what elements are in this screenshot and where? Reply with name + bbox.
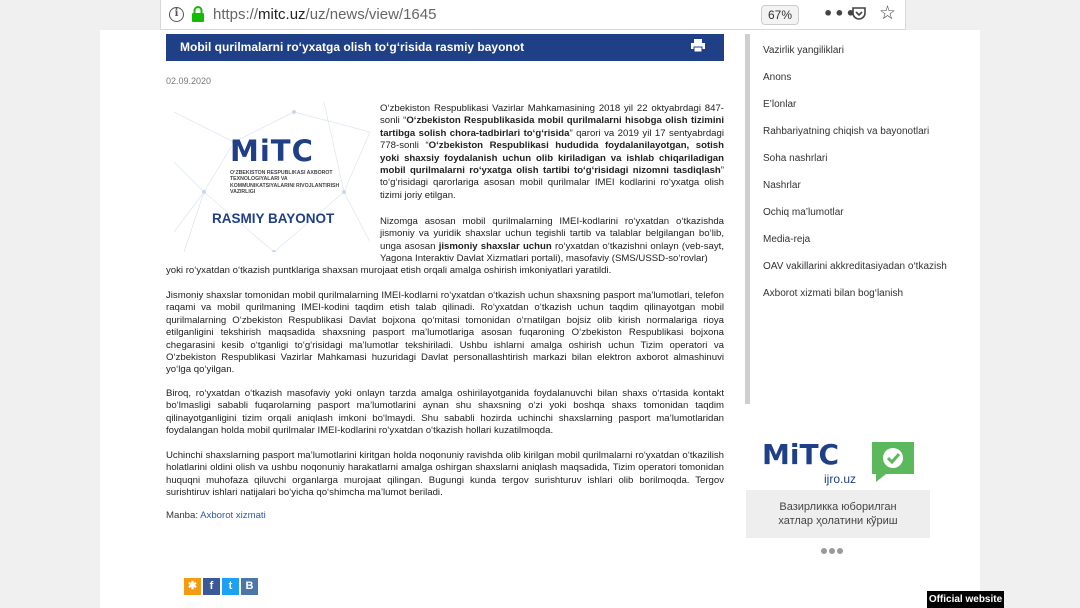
info-icon[interactable]: i	[169, 7, 184, 22]
sidebar-item-open-data[interactable]: Ochiq ma’lumotlar	[763, 207, 844, 218]
page-actions-menu-icon[interactable]: •••	[823, 4, 857, 23]
article-paragraph-5: Uchinchi shaxslarning pasport ma’lumotlarini kiritgan holda noqonuniy ravishda olib kirilgan mobil qurilmalarni ro‘yxatdan o‘tkazilish holatlarini oldini olish va ushbu noqonuniy harakatlarni amalga oshirgan shaxslarni aniqlash maqsadida, Tizim operatori tomonidan huquqni muhofaza qiluvchi organlarga murojaat qilingan. Bugungi kunda tergov surishturuv ishlari olib borilmoqda. Tergov surishtiruv ishlari natijalari bo‘yicha qo‘shimcha ma’lumot beriladi.	[166, 450, 724, 499]
carousel-dot[interactable]	[821, 548, 827, 554]
web-page	[100, 30, 980, 608]
article-paragraph-1: O‘zbekiston Respublikasi Vazirlar Mahkamasining 2018 yil 22 oktyabrdagi 847-sonli “O‘zbekiston Respublikasida mobil qurilmalarni hisobga olish tizimini tartibga solish chora-tadbirlari to‘g‘risida” qarori va 2019 yil 17 sentyabrdagi 778-sonli “O‘zbekiston Respublikasi hududida foydalanilayotgan, sotish yoki shaxsiy foydalanish uchun olib kiriladigan va ishlab chiqariladigan mobil qurilmalarni ro‘yxatga olish tartibi to‘g‘risidagi nizomni tasdiqlash” to‘g‘risidagi qarorlariga asosan mobil qurilmalar IMEI kodlarini ro‘yxatga olish tizimi joriy etilgan.	[380, 103, 725, 201]
content-scrollbar-thumb[interactable]	[745, 34, 750, 404]
article-paragraph-3: Jismoniy shaxslar tomonidan mobil qurilmalarning IMEI-kodlarni ro‘yxatdan o‘tkazish uchun shaxsning pasport ma’lumotlari, telefon raqami va mobil qurilmaning IMEI-kodini taqdim etish talab qilinadi. Ro‘yxatdan o‘tkazish uchun taqdim qilinayotgan mobil qurilmalarning O‘zbekiston Respublikasi Davlat bojxona qo‘mitasi tomonidan o‘rnatilgan bojsiz olib kirish normalariga rioya etilganligini tekshirish maqsadida shaxsning pasport ma’lumotlariga asosan fuqaroning O‘zbekiston Respublikasi bojxona chegarasini kesib o‘tganligi to‘g‘risidagi ma’lumotlar tekshiriladi. Ushbu ishlarni amalga oshirish uchun Tizim operatori va O‘zbekiston Respublikasi Vazirlar Mahkamasi huzuridagi Davlat personallashtirish markazi bilan elektron axborot almashinuvi yo‘lga qo‘yilgan.	[166, 290, 724, 376]
sidebar-item-publications[interactable]: Nashrlar	[763, 180, 801, 191]
sidebar-menu	[763, 44, 953, 314]
share-facebook-icon[interactable]: f	[203, 578, 220, 595]
sidebar-item-industry-publications[interactable]: Soha nashrlari	[763, 153, 828, 164]
article-image	[174, 102, 370, 252]
article-paragraph-4: Biroq, ro‘yxatdan o‘tkazish masofaviy yoki onlayn tarzda amalga oshirilayotganida foydalanuvchi bilan shaxs o‘rtasida kontakt bo‘lmasligi sababli fuqarolarning pasport ma’lumotlarini aynan shu shaxsning o‘zi yoki boshqa shaxs tomonidan taqdim qilinayotganligini tizim orqali aniqlash imkoni bo‘lmaydi. Shu sababli hozirda uchinchi shaxslarning pasport ma’lumotlaridan foydalangan holda mobil qurilmalar IMEI-kodlarini ro‘yxatdan o‘tkazish hollari kuzatilmoqda.	[166, 388, 724, 437]
share-odnoklassniki-icon[interactable]: ✱	[184, 578, 201, 595]
ministry-name: O‘ZBEKISTON RESPUBLIKASI AXBOROT TEXNOLOGIYALARI VA KOMMUNIKATSIYALARINI RIVOJLANTIRISH VAZIRLIGI	[230, 170, 340, 196]
sidebar-item-media-plan[interactable]: Media-reja	[763, 234, 811, 245]
share-vk-icon[interactable]: B	[241, 578, 258, 595]
carousel-dot[interactable]	[837, 548, 843, 554]
sidebar-item-ministry-news[interactable]: Vazirlik yangiliklari	[763, 45, 844, 56]
sidebar-item-announcements[interactable]: Anons	[763, 72, 792, 83]
pocket-icon[interactable]	[851, 6, 867, 22]
article-paragraph-2-continued: yoki ro‘yxatdan o‘tkazish puntklariga shaxsan murojaat etish orqali amalga oshirish imkoniyatlari yaratildi.	[166, 265, 612, 276]
promo-carousel-dots	[821, 548, 843, 554]
source-link[interactable]: Axborot xizmati	[200, 510, 266, 521]
sidebar-item-press-contact[interactable]: Axborot xizmati bilan bog‘lanish	[763, 288, 904, 299]
lock-icon	[191, 6, 205, 23]
zoom-level[interactable]: 67%	[761, 5, 799, 25]
share-buttons	[184, 578, 258, 596]
share-twitter-icon[interactable]: t	[222, 578, 239, 595]
promo-mitc-logo: MiTC	[762, 438, 840, 471]
promo-caption-line-2: хатлар ҳолатини кўриш	[778, 515, 898, 527]
article-title: Mobil qurilmalarni ro‘yxatga olish to‘g‘risida rasmiy bayonot	[180, 40, 525, 54]
promo-site-name: ijro.uz	[824, 472, 857, 486]
sidebar-item-notices[interactable]: E’lonlar	[763, 99, 797, 110]
carousel-dot[interactable]	[829, 548, 835, 554]
mitc-logo: MiTC	[230, 134, 314, 168]
official-statement-label: RASMIY BAYONOT	[212, 211, 335, 226]
check-bubble-icon	[870, 440, 916, 482]
article-source	[166, 510, 266, 521]
print-icon[interactable]	[691, 39, 705, 52]
browser-url-bar	[160, 0, 906, 30]
sidebar-item-leadership-statements[interactable]: Rahbariyatning chiqish va bayonotlari	[763, 126, 930, 137]
article-title-bar	[166, 34, 724, 61]
sidebar-item-media-accreditation[interactable]: OAV vakillarini akkreditasiyadan o‘tkazish	[763, 261, 947, 272]
promo-caption-line-1: Вазирликка юборилган	[779, 501, 897, 513]
article-paragraph-2: Nizomga asosan mobil qurilmalarning IMEI-kodlarini ro‘yxatdan o‘tkazishda jismoniy va yuridik shaxslar uchun tegishli tartib va talablar belgilangan bo‘lib, unga asosan jismoniy shaxslar uchun ro‘yxatdan o‘tkazishni onlayn (veb-sayt, Yagona Interaktiv Davlat Xizmatlari portali), masofaviy (SMS/USSD-so‘rovlar)	[380, 216, 724, 265]
promo-caption	[746, 490, 930, 538]
official-website-badge: Official website	[927, 591, 1004, 608]
source-label: Manba:	[166, 510, 198, 521]
ijro-promo-banner[interactable]	[746, 418, 930, 540]
article-date: 02.09.2020	[166, 76, 212, 86]
bookmark-star-icon[interactable]: ☆	[879, 2, 897, 24]
address-field[interactable]: https://mitc.uz/uz/news/view/1645	[213, 6, 437, 23]
